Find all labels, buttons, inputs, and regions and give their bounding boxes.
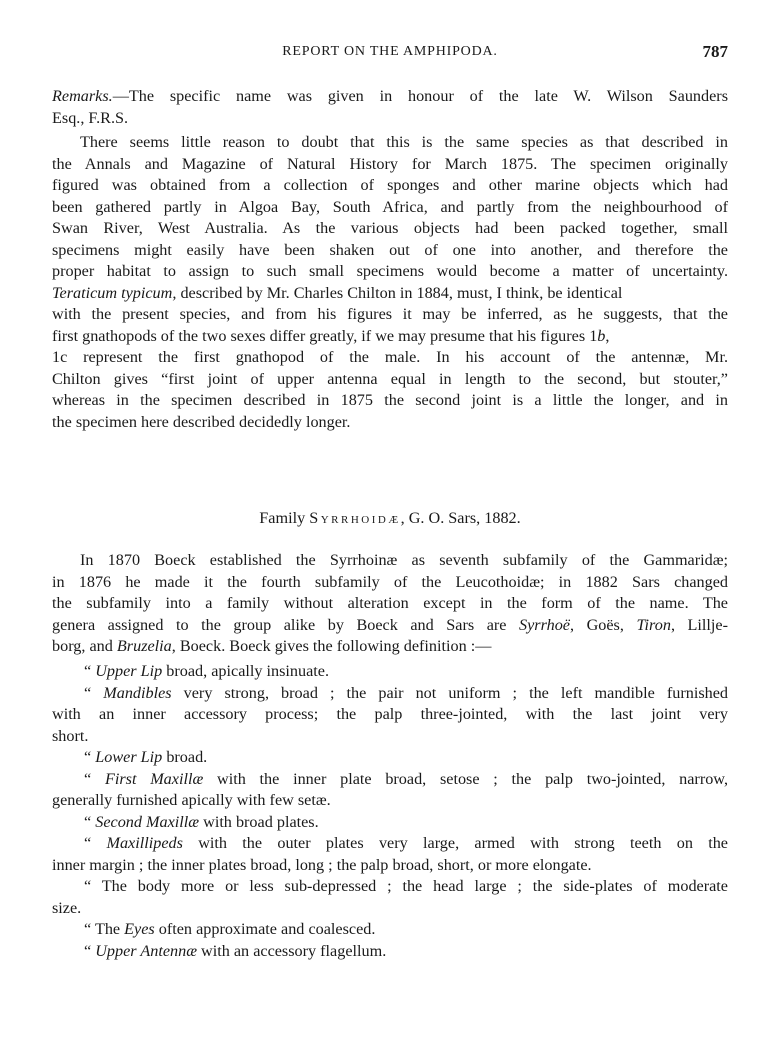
text-line: borg, and Bruzelia, Boeck. Boeck gives the following definition :— xyxy=(52,637,492,655)
text-line: been gathered partly in Algoa Bay, South Africa, and partly from the neighbourhood of xyxy=(52,197,728,216)
text-line: first gnathopods of the two sexes differ greatly, if we may presume that his figures 1b, xyxy=(52,326,610,345)
definition-maxillipeds: “ Maxillipeds with the outer plates very large, armed with strong teeth on the xyxy=(84,834,728,852)
text-line: generally furnished apically with few setæ. xyxy=(52,791,331,809)
text-line: the Annals and Magazine of Natural History for March 1875. The specimen originally xyxy=(52,154,728,173)
family-heading: Family Syrrhoidæ, G. O. Sars, 1882. xyxy=(259,509,521,527)
family-paragraph xyxy=(52,550,728,658)
text-line: Swan River, West Australia. As the various objects had been packed together, small xyxy=(52,219,728,237)
page-header xyxy=(52,42,728,66)
text-line: genera assigned to the group alike by Boeck and Sars are Syrrhoë, Goës, Tiron, Lillje- xyxy=(52,615,728,634)
text-line: In 1870 Boeck established the Syrrhoinæ as seventh subfamily of the Gammaridæ; xyxy=(80,551,728,569)
remarks-label: Remarks. xyxy=(52,87,113,105)
definition-upper-antennae: “ Upper Antennæ with an accessory flagellum. xyxy=(84,941,387,960)
text-line: 1c represent the first gnathopod of the male. In his account of the antennæ, Mr. xyxy=(52,348,728,366)
definition-block xyxy=(52,661,728,962)
text-line: Teraticum typicum, described by Mr. Charles Chilton in 1884, must, I think, be identical xyxy=(52,283,623,302)
definition-eyes: “ The Eyes often approximate and coalesced. xyxy=(84,920,376,938)
text-line: short. xyxy=(52,726,89,745)
text-line: There seems little reason to doubt that this is the same species as that described in xyxy=(80,133,728,151)
text-line: Esq., F.R.S. xyxy=(52,108,129,127)
remarks-paragraph xyxy=(52,86,728,129)
text-line: inner margin ; the inner plates broad, long ; the palp broad, short, or more elongate. xyxy=(52,855,592,874)
definition-lower-lip: “ Lower Lip broad. xyxy=(84,748,208,766)
text-line: whereas in the specimen described in 1875 the second joint is a little the longer, and in xyxy=(52,391,728,409)
definition-first-maxillae: “ First Maxillæ with the inner plate broad, setose ; the palp two-jointed, narrow, xyxy=(84,769,728,788)
definition-body: “ The body more or less sub-depressed ; the head large ; the side-plates of moderate xyxy=(84,877,728,895)
text-line: figured was obtained from a collection of sponges and other marine objects which had xyxy=(52,176,728,194)
text-line: Chilton gives “first joint of upper antenna equal in length to the second, but stouter,” xyxy=(52,369,728,388)
running-title: REPORT ON THE AMPHIPODA. xyxy=(282,44,498,59)
definition-second-maxillae: “ Second Maxillæ with broad plates. xyxy=(84,812,319,831)
text-line: with an inner accessory process; the palp three-jointed, with the last joint very xyxy=(52,705,728,723)
discussion-paragraph xyxy=(52,132,728,433)
text-line: the specimen here described decidedly longer. xyxy=(52,412,351,431)
species-name: Teraticum typicum, xyxy=(52,283,177,302)
definition-mandibles: “ Mandibles very strong, broad ; the pair not uniform ; the left mandible furnished xyxy=(84,683,728,702)
text-line: with the present species, and from his figures it may be inferred, as he suggests, that the xyxy=(52,305,728,323)
text-line: specimens might easily have been shaken out of one into another, and therefore the xyxy=(52,240,728,259)
page-number: 787 xyxy=(702,42,728,61)
text-line: size. xyxy=(52,898,82,917)
text-line: the subfamily into a family without alteration except in the form of the name. The xyxy=(52,594,728,612)
text-line: Remarks.—The specific name was given in honour of the late W. Wilson Saunders xyxy=(52,87,728,105)
text-line: in 1876 he made it the fourth subfamily of the Leucothoidæ; in 1882 Sars changed xyxy=(52,572,728,591)
text-line: proper habitat to assign to such small specimens would become a matter of uncertainty. xyxy=(52,262,728,280)
definition-upper-lip: “ Upper Lip broad, apically insinuate. xyxy=(84,662,330,680)
family-name: Syrrhoidæ xyxy=(309,509,401,527)
